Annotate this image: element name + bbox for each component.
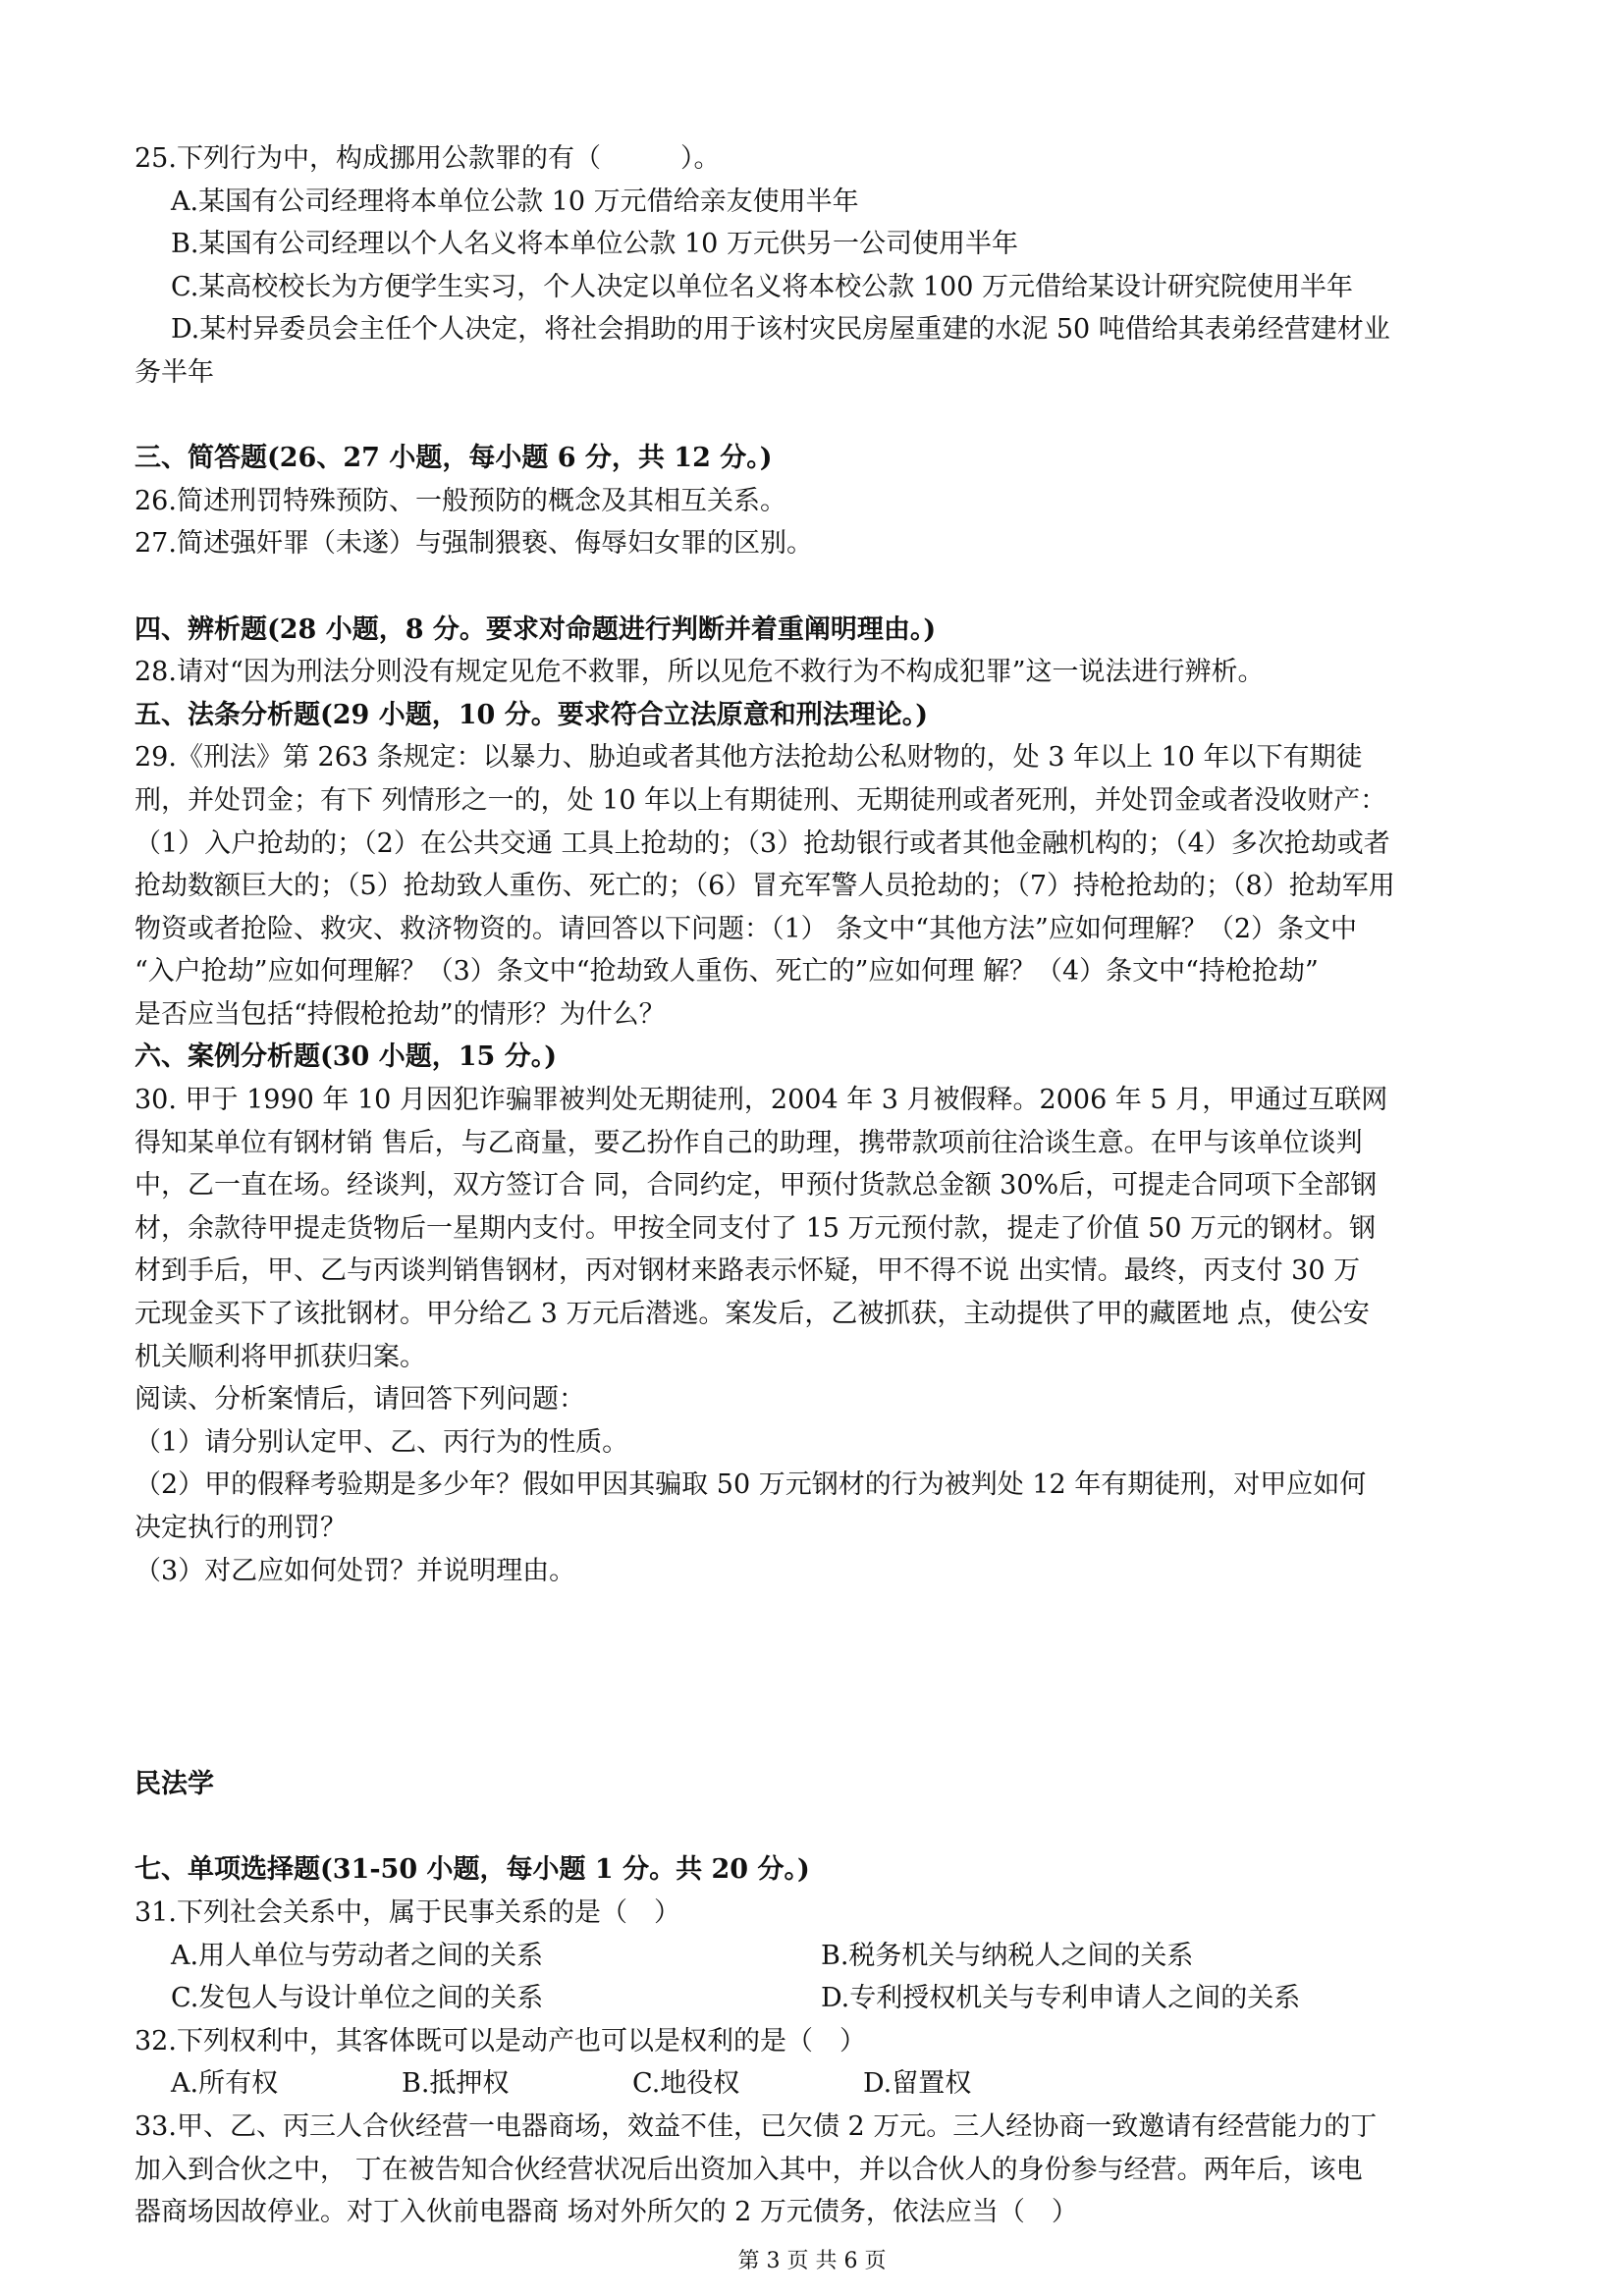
section-6-heading: 六、案例分析题(30 小题，15 分。) bbox=[135, 1041, 557, 1073]
q32-option-b: B.抵押权 bbox=[402, 2068, 510, 2100]
q32-option-c: C.地役权 bbox=[632, 2068, 740, 2100]
q31-option-c: C.发包人与设计单位之间的关系 bbox=[171, 1983, 544, 2014]
q29-line: 是否应当包括“持假枪抢劫”的情形？为什么？ bbox=[135, 998, 666, 1030]
q29-line: “入户抢劫”应如何理解？（3）条文中“抢劫致人重伤、死亡的”应如何理 解？（4）条文中“持枪抢劫” bbox=[135, 956, 1319, 988]
q28: 28.请对“因为刑法分则没有规定见危不救罪，所以见危不救行为不构成犯罪”这一说法进行辨析。 bbox=[135, 657, 1265, 688]
q30-line: 中，乙一直在场。经谈判，双方签订合 同，合同约定，甲预付货款总金额 30%后，可提走合同项下全部钢 bbox=[135, 1170, 1378, 1201]
q30-line: （2）甲的假释考验期是多少年？假如甲因其骗取 50 万元钢材的行为被判处 12 年有期徒刑，对甲应如何 bbox=[135, 1469, 1367, 1501]
q30-line: （3）对乙应如何处罚？并说明理由。 bbox=[135, 1555, 576, 1586]
q30-line: 材，余款待甲提走货物后一星期内支付。甲按全同支付了 15 万元预付款，提走了价值 50 万元的钢材。钢 bbox=[135, 1212, 1377, 1244]
q25-option-c: C.某高校校长为方便学生实习，个人决定以单位名义将本校公款 100 万元借给某设计研究院使用半年 bbox=[171, 271, 1353, 302]
q31-option-b: B.税务机关与纳税人之间的关系 bbox=[821, 1940, 1194, 1971]
q31-options-row bbox=[135, 1977, 1504, 2020]
q29-line: 29.《刑法》第 263 条规定：以暴力、胁迫或者其他方法抢劫公私财物的，处 3 年以上 10 年以下有期徒 bbox=[135, 742, 1363, 774]
q30-line: 得知某单位有钢材销 售后，与乙商量，要乙扮作自己的助理，携带款项前往洽谈生意。在甲与该单位谈判 bbox=[135, 1127, 1363, 1158]
q25-option-a: A.某国有公司经理将本单位公款 10 万元借给亲友使用半年 bbox=[171, 186, 859, 217]
q31-stem: 31.下列社会关系中，属于民事关系的是（ ） bbox=[135, 1896, 680, 1928]
section-3-heading: 三、简答题(26、27 小题，每小题 6 分，共 12 分。) bbox=[135, 443, 773, 474]
q31-options-row bbox=[135, 1935, 1504, 1978]
q32-option-a: A.所有权 bbox=[171, 2068, 279, 2100]
q30-line: （1）请分别认定甲、乙、丙行为的性质。 bbox=[135, 1426, 629, 1458]
q29-line: 物资或者抢险、救灾、救济物资的。请回答以下问题：（1） 条文中“其他方法”应如何理解？（2）条文中 bbox=[135, 913, 1358, 944]
q32-options-row bbox=[135, 2062, 1504, 2106]
civil-law-title: 民法学 bbox=[135, 1769, 214, 1800]
q31-option-d: D.专利授权机关与专利申请人之间的关系 bbox=[821, 1983, 1301, 2014]
q30-line: 30. 甲于 1990 年 10 月因犯诈骗罪被判处无期徒刑，2004 年 3 月被假释。2006 年 5 月，甲通过互联网 bbox=[135, 1085, 1388, 1116]
q30-line: 元现金买下了该批钢材。甲分给乙 3 万元后潜逃。案发后，乙被抓获，主动提供了甲的藏匿地 点，使公安 bbox=[135, 1299, 1370, 1330]
section-7-heading: 七、单项选择题(31-50 小题，每小题 1 分。共 20 分。) bbox=[135, 1854, 810, 1886]
exam-page bbox=[135, 137, 1504, 2234]
q30-line: 决定执行的刑罚？ bbox=[135, 1513, 347, 1543]
page-number: 第 3 页 共 6 页 bbox=[737, 2249, 887, 2273]
q25-option-d: D.某村异委员会主任个人决定，将社会捐助的用于该村灾民房屋重建的水泥 50 吨借给其表弟经营建材业 bbox=[171, 314, 1390, 346]
section-5-heading: 五、法条分析题(29 小题，10 分。要求符合立法原意和刑法理论。) bbox=[135, 699, 928, 730]
section-4-heading: 四、辨析题(28 小题，8 分。要求对命题进行判断并着重阐明理由。) bbox=[135, 614, 937, 645]
q32-option-d: D.留置权 bbox=[863, 2068, 972, 2100]
q30-line: 阅读、分析案情后，请回答下列问题： bbox=[135, 1384, 585, 1415]
q32-stem: 32.下列权利中，其客体既可以是动产也可以是权利的是（ ） bbox=[135, 2025, 866, 2056]
q31-option-a: A.用人单位与劳动者之间的关系 bbox=[171, 1940, 544, 1971]
q25-option-b: B.某国有公司经理以个人名义将本单位公款 10 万元供另一公司使用半年 bbox=[171, 229, 1018, 260]
q29-line: （1）入户抢劫的；（2）在公共交通 工具上抢劫的；（3）抢劫银行或者其他金融机构的；（4）多次抢劫或者 bbox=[135, 828, 1390, 859]
q29-line: 刑，并处罚金；有下 列情形之一的，处 10 年以上有期徒刑、无期徒刑或者死刑，并处罚金或者没收财产： bbox=[135, 784, 1387, 816]
q26: 26.简述刑罚特殊预防、一般预防的概念及其相互关系。 bbox=[135, 485, 786, 516]
q27: 27.简述强奸罪（未遂）与强制猥亵、侮辱妇女罪的区别。 bbox=[135, 528, 813, 560]
q30-line: 机关顺利将甲抓获归案。 bbox=[135, 1341, 426, 1372]
q25-stem: 25.下列行为中，构成挪用公款罪的有（ ）。 bbox=[135, 143, 721, 174]
q33-line: 33.甲、乙、丙三人合伙经营一电器商场，效益不佳，已欠债 2 万元。三人经协商一致邀请有经营能力的丁 bbox=[135, 2110, 1378, 2142]
q30-line: 材到手后，甲、乙与丙谈判销售钢材，丙对钢材来路表示怀疑，甲不得不说 出实情。最终，丙支付 30 万 bbox=[135, 1255, 1361, 1287]
q25-option-d-cont: 务半年 bbox=[135, 356, 214, 388]
q33-line: 加入到合伙之中， 丁在被告知合伙经营状况后出资加入其中，并以合伙人的身份参与经营。两年后，该电 bbox=[135, 2154, 1363, 2185]
q29-line: 抢劫数额巨大的；（5）抢劫致人重伤、死亡的；（6）冒充军警人员抢劫的；（7）持枪抢劫的；（8）抢劫军用 bbox=[135, 871, 1395, 902]
q33-line: 器商场因故停业。对丁入伙前电器商 场对外所欠的 2 万元债务，依法应当（ ） bbox=[135, 2197, 1078, 2228]
